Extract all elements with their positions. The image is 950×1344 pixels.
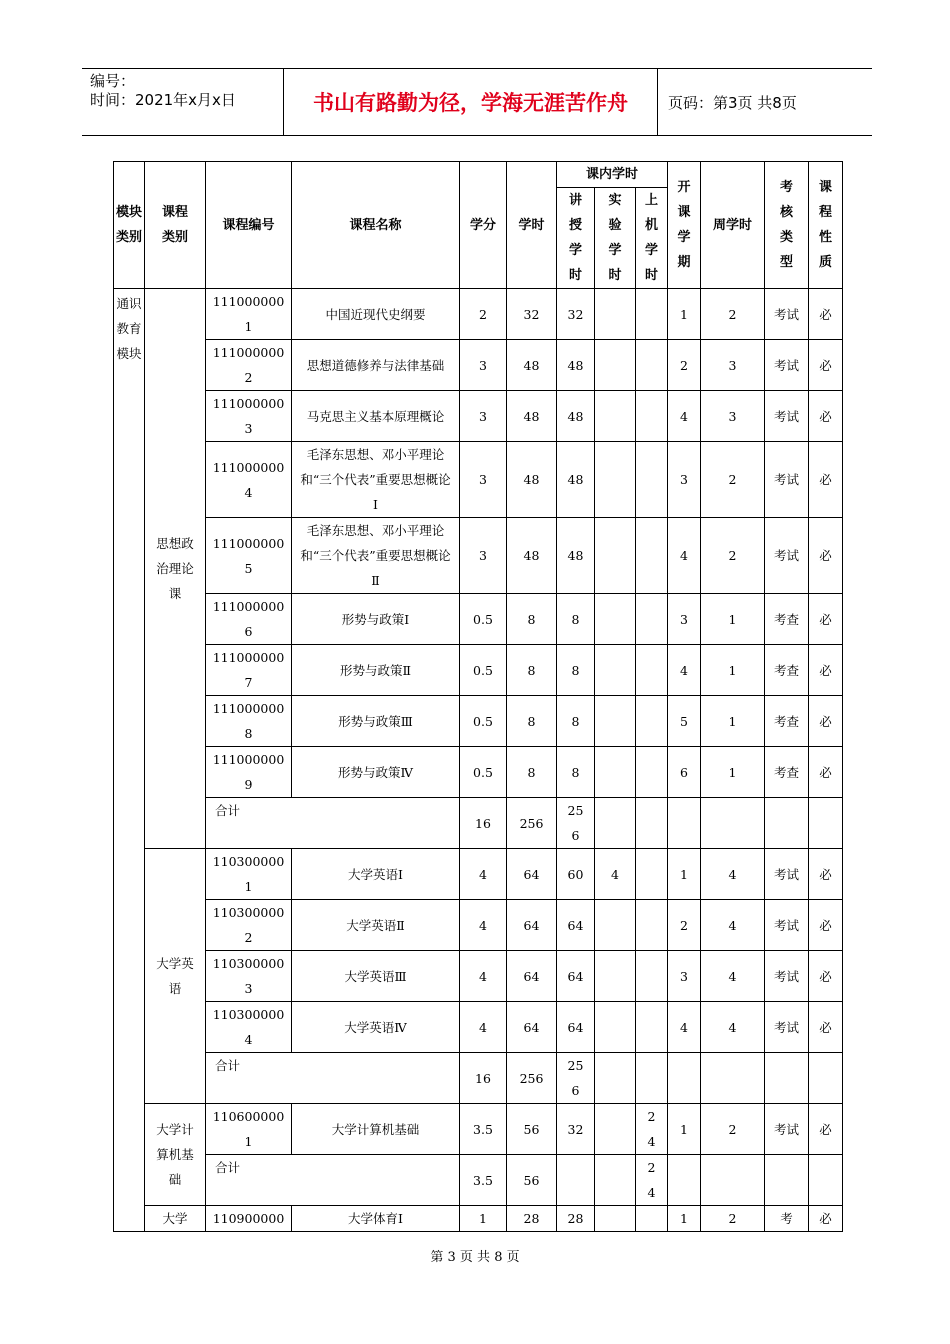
course-nature: 必 (809, 951, 843, 1002)
credits: 0.5 (460, 594, 507, 645)
course-code: 1106000001 (206, 1104, 292, 1155)
course-code: 1110000004 (206, 442, 292, 518)
lab-hours: 4 (595, 849, 636, 900)
table-row (114, 594, 843, 645)
weekly-hours: 1 (701, 594, 765, 645)
course-nature: 必 (809, 442, 843, 518)
lab-hours (595, 951, 636, 1002)
header-credits: 学分 (460, 162, 507, 289)
lab-hours (595, 1104, 636, 1155)
course-table-body (114, 289, 843, 1232)
total-semester (668, 798, 701, 849)
total-label: 合计 (206, 1053, 460, 1104)
weekly-hours: 4 (701, 1002, 765, 1053)
semester: 6 (668, 747, 701, 798)
table-row (114, 289, 843, 340)
lab-hours (595, 1206, 636, 1232)
exam-type: 考试 (765, 289, 809, 340)
header-course-nature: 课程性质 (809, 162, 843, 289)
total-lab-hours (595, 798, 636, 849)
table-row (114, 391, 843, 442)
semester: 1 (668, 849, 701, 900)
course-category: 大学 (145, 1206, 206, 1232)
course-category: 大学计算机基础 (145, 1104, 206, 1206)
course-nature: 必 (809, 391, 843, 442)
course-nature: 必 (809, 1206, 843, 1232)
total-label: 合计 (206, 1155, 460, 1206)
total-label: 合计 (206, 798, 460, 849)
total-weekly-hours (701, 1053, 765, 1104)
course-name: 毛泽东思想、邓小平理论和“三个代表”重要思想概论Ⅰ (292, 442, 460, 518)
table-row (114, 645, 843, 696)
credits: 3 (460, 340, 507, 391)
course-table (113, 161, 843, 1232)
course-nature: 必 (809, 645, 843, 696)
computer-hours (636, 340, 668, 391)
computer-hours (636, 951, 668, 1002)
table-row (114, 442, 843, 518)
course-code: 1110000003 (206, 391, 292, 442)
weekly-hours: 3 (701, 340, 765, 391)
total-weekly-hours (701, 1155, 765, 1206)
credits: 0.5 (460, 747, 507, 798)
header-semester: 开课学期 (668, 162, 701, 289)
course-name: 毛泽东思想、邓小平理论和“三个代表”重要思想概论Ⅱ (292, 518, 460, 594)
semester: 3 (668, 951, 701, 1002)
weekly-hours: 2 (701, 442, 765, 518)
lecture-hours: 8 (557, 696, 595, 747)
weekly-hours: 1 (701, 747, 765, 798)
weekly-hours: 4 (701, 951, 765, 1002)
course-nature: 必 (809, 340, 843, 391)
computer-hours (636, 696, 668, 747)
document-header (82, 68, 872, 136)
hours: 64 (507, 1002, 557, 1053)
course-nature: 必 (809, 1002, 843, 1053)
course-nature: 必 (809, 696, 843, 747)
course-name: 大学体育Ⅰ (292, 1206, 460, 1232)
course-nature: 必 (809, 289, 843, 340)
hours: 8 (507, 594, 557, 645)
table-row (114, 849, 843, 900)
course-name: 马克思主义基本原理概论 (292, 391, 460, 442)
course-code: 1110000009 (206, 747, 292, 798)
hours: 32 (507, 289, 557, 340)
number-label: 编号： (90, 72, 136, 90)
lab-hours (595, 594, 636, 645)
total-hours: 256 (507, 1053, 557, 1104)
header-course-name: 课程名称 (292, 162, 460, 289)
lab-hours (595, 747, 636, 798)
hours: 8 (507, 645, 557, 696)
credits: 2 (460, 289, 507, 340)
header-module-type: 模块类别 (114, 162, 145, 289)
course-nature: 必 (809, 900, 843, 951)
hours: 28 (507, 1206, 557, 1232)
lecture-hours: 32 (557, 1104, 595, 1155)
exam-type: 考试 (765, 849, 809, 900)
course-code: 1110000001 (206, 289, 292, 340)
credits: 4 (460, 849, 507, 900)
lecture-hours: 48 (557, 340, 595, 391)
total-semester (668, 1053, 701, 1104)
total-computer-hours: 24 (636, 1155, 668, 1206)
semester: 5 (668, 696, 701, 747)
table-row (114, 340, 843, 391)
exam-type: 考查 (765, 747, 809, 798)
total-lecture-hours (557, 1155, 595, 1206)
course-name: 大学英语Ⅳ (292, 1002, 460, 1053)
exam-type: 考查 (765, 696, 809, 747)
header-in-class-hours: 课内学时 (557, 162, 668, 188)
exam-type: 考试 (765, 900, 809, 951)
total-exam-type (765, 1155, 809, 1206)
course-code: 1103000004 (206, 1002, 292, 1053)
header-lab-hours: 实验学时 (595, 188, 636, 289)
credits: 3 (460, 391, 507, 442)
course-nature: 必 (809, 594, 843, 645)
weekly-hours: 1 (701, 645, 765, 696)
lab-hours (595, 391, 636, 442)
credits: 4 (460, 900, 507, 951)
computer-hours (636, 518, 668, 594)
header-left-cell (82, 69, 284, 135)
course-name: 大学英语Ⅱ (292, 900, 460, 951)
lab-hours (595, 645, 636, 696)
course-name: 形势与政策Ⅲ (292, 696, 460, 747)
computer-hours (636, 645, 668, 696)
semester: 3 (668, 594, 701, 645)
credits: 4 (460, 951, 507, 1002)
course-code: 1110000002 (206, 340, 292, 391)
hours: 48 (507, 442, 557, 518)
semester: 2 (668, 900, 701, 951)
weekly-hours: 2 (701, 518, 765, 594)
computer-hours (636, 289, 668, 340)
hours: 56 (507, 1104, 557, 1155)
credits: 0.5 (460, 696, 507, 747)
header-exam-type: 考核类型 (765, 162, 809, 289)
lab-hours (595, 900, 636, 951)
lab-hours (595, 340, 636, 391)
total-exam-type (765, 1053, 809, 1104)
total-credits: 3.5 (460, 1155, 507, 1206)
lecture-hours: 8 (557, 594, 595, 645)
total-lecture-hours: 256 (557, 798, 595, 849)
table-row (114, 951, 843, 1002)
lab-hours (595, 442, 636, 518)
total-computer-hours (636, 1053, 668, 1104)
course-code: 1110000006 (206, 594, 292, 645)
table-row (114, 1104, 843, 1155)
course-code: 1103000003 (206, 951, 292, 1002)
exam-type: 考试 (765, 442, 809, 518)
lecture-hours: 8 (557, 747, 595, 798)
credits: 3 (460, 518, 507, 594)
computer-hours (636, 1206, 668, 1232)
lab-hours (595, 518, 636, 594)
course-name: 大学计算机基础 (292, 1104, 460, 1155)
weekly-hours: 1 (701, 696, 765, 747)
hours: 8 (507, 696, 557, 747)
hours: 48 (507, 518, 557, 594)
computer-hours: 24 (636, 1104, 668, 1155)
semester: 1 (668, 1206, 701, 1232)
page-footer: 第 3 页 共 8 页 (430, 1250, 520, 1265)
semester: 4 (668, 391, 701, 442)
course-code: 1103000001 (206, 849, 292, 900)
total-weekly-hours (701, 798, 765, 849)
semester: 4 (668, 518, 701, 594)
total-course-nature (809, 798, 843, 849)
course-name: 大学英语Ⅰ (292, 849, 460, 900)
table-row (114, 747, 843, 798)
semester: 1 (668, 1104, 701, 1155)
weekly-hours: 2 (701, 289, 765, 340)
course-code: 1110000007 (206, 645, 292, 696)
total-course-nature (809, 1053, 843, 1104)
total-lab-hours (595, 1155, 636, 1206)
exam-type: 考试 (765, 340, 809, 391)
header-slogan: 书山有路勤为径，学海无涯苦作舟 (284, 69, 658, 135)
weekly-hours: 4 (701, 900, 765, 951)
total-lab-hours (595, 1053, 636, 1104)
course-name: 思想道德修养与法律基础 (292, 340, 460, 391)
course-name: 大学英语Ⅲ (292, 951, 460, 1002)
lecture-hours: 64 (557, 951, 595, 1002)
total-hours: 256 (507, 798, 557, 849)
hours: 64 (507, 849, 557, 900)
course-code: 1110000008 (206, 696, 292, 747)
total-credits: 16 (460, 1053, 507, 1104)
lecture-hours: 60 (557, 849, 595, 900)
total-computer-hours (636, 798, 668, 849)
exam-type: 考试 (765, 1104, 809, 1155)
course-nature: 必 (809, 518, 843, 594)
header-hours: 学时 (507, 162, 557, 289)
hours: 64 (507, 951, 557, 1002)
weekly-hours: 3 (701, 391, 765, 442)
lecture-hours: 32 (557, 289, 595, 340)
lab-hours (595, 289, 636, 340)
total-lecture-hours: 256 (557, 1053, 595, 1104)
semester: 2 (668, 340, 701, 391)
exam-type: 考试 (765, 391, 809, 442)
total-exam-type (765, 798, 809, 849)
course-name: 形势与政策Ⅰ (292, 594, 460, 645)
computer-hours (636, 1002, 668, 1053)
semester: 3 (668, 442, 701, 518)
header-lecture-hours: 讲授学时 (557, 188, 595, 289)
course-nature: 必 (809, 747, 843, 798)
lecture-hours: 48 (557, 442, 595, 518)
table-row (114, 518, 843, 594)
lab-hours (595, 1002, 636, 1053)
course-code: 1110000005 (206, 518, 292, 594)
hours: 64 (507, 900, 557, 951)
computer-hours (636, 747, 668, 798)
course-nature: 必 (809, 1104, 843, 1155)
computer-hours (636, 594, 668, 645)
module-name: 通识教育模块 (114, 289, 145, 1232)
computer-hours (636, 900, 668, 951)
semester: 4 (668, 1002, 701, 1053)
exam-type: 考查 (765, 645, 809, 696)
course-category: 思想政治理论课 (145, 289, 206, 849)
total-semester (668, 1155, 701, 1206)
computer-hours (636, 442, 668, 518)
credits: 1 (460, 1206, 507, 1232)
semester: 1 (668, 289, 701, 340)
course-category: 大学英语 (145, 849, 206, 1104)
credits: 3 (460, 442, 507, 518)
course-name: 形势与政策Ⅱ (292, 645, 460, 696)
header-page-info: 页码：第3页 共8页 (668, 93, 797, 112)
lecture-hours: 28 (557, 1206, 595, 1232)
header-course-category: 课程类别 (145, 162, 206, 289)
exam-type: 考试 (765, 518, 809, 594)
date-label: 时间：2021年x月x日 (90, 91, 236, 109)
table-row (114, 1002, 843, 1053)
exam-type: 考试 (765, 951, 809, 1002)
credits: 3.5 (460, 1104, 507, 1155)
course-nature: 必 (809, 849, 843, 900)
computer-hours (636, 391, 668, 442)
credits: 4 (460, 1002, 507, 1053)
table-row (114, 1206, 843, 1232)
course-name: 中国近现代史纲要 (292, 289, 460, 340)
credits: 0.5 (460, 645, 507, 696)
header-computer-hours: 上机学时 (636, 188, 668, 289)
course-name: 形势与政策Ⅳ (292, 747, 460, 798)
computer-hours (636, 849, 668, 900)
lecture-hours: 64 (557, 900, 595, 951)
exam-type: 考试 (765, 1002, 809, 1053)
header-weekly-hours: 周学时 (701, 162, 765, 289)
total-course-nature (809, 1155, 843, 1206)
lecture-hours: 64 (557, 1002, 595, 1053)
hours: 48 (507, 340, 557, 391)
hours: 8 (507, 747, 557, 798)
table-row (114, 900, 843, 951)
course-code: 1103000002 (206, 900, 292, 951)
exam-type: 考查 (765, 594, 809, 645)
total-credits: 16 (460, 798, 507, 849)
lab-hours (595, 696, 636, 747)
semester: 4 (668, 645, 701, 696)
header-course-code: 课程编号 (206, 162, 292, 289)
total-hours: 56 (507, 1155, 557, 1206)
exam-type: 考 (765, 1206, 809, 1232)
weekly-hours: 2 (701, 1104, 765, 1155)
table-row (114, 696, 843, 747)
total-row (114, 1155, 843, 1206)
total-row (114, 798, 843, 849)
total-row (114, 1053, 843, 1104)
hours: 48 (507, 391, 557, 442)
lecture-hours: 48 (557, 391, 595, 442)
lecture-hours: 8 (557, 645, 595, 696)
weekly-hours: 4 (701, 849, 765, 900)
course-code: 110900000 (206, 1206, 292, 1232)
lecture-hours: 48 (557, 518, 595, 594)
weekly-hours: 2 (701, 1206, 765, 1232)
